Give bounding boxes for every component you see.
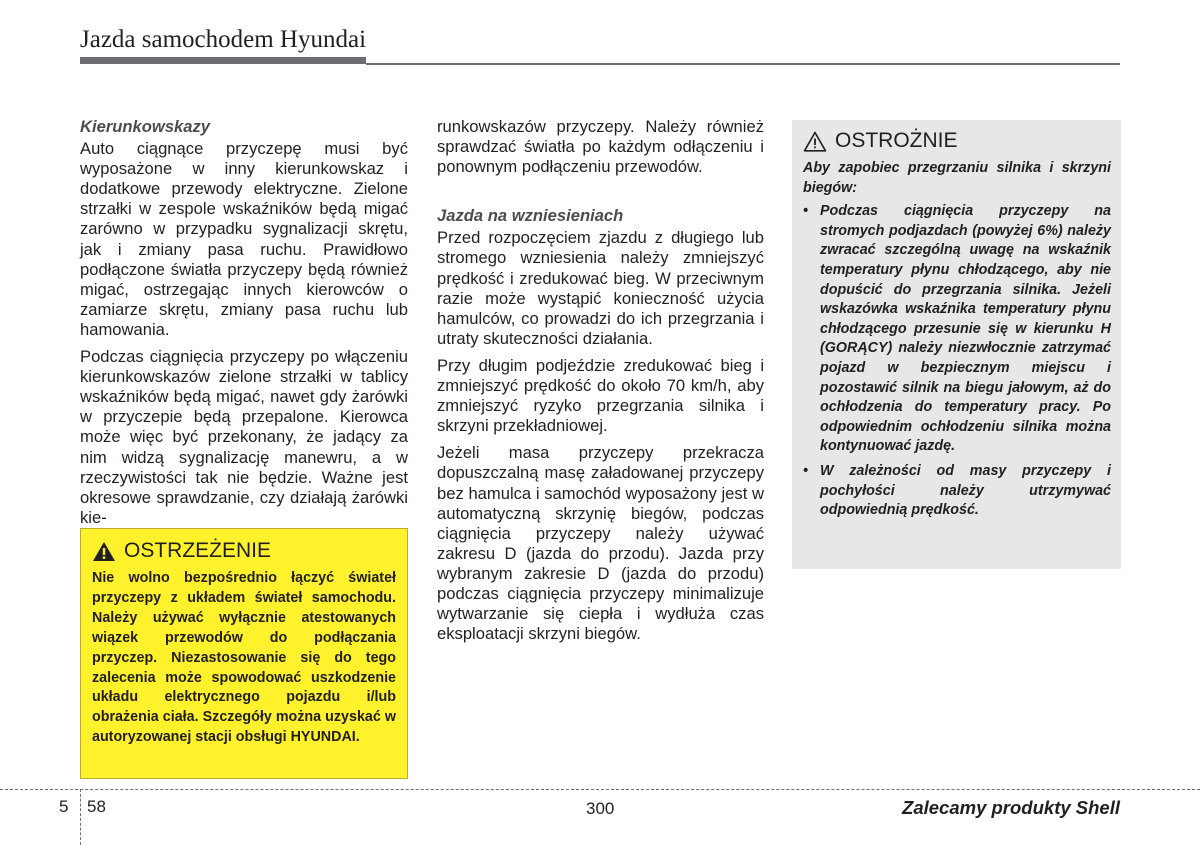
paragraph: Jeżeli masa przyczepy przekracza dopuszczalną masę załadowanej przyczepy bez hamulca i samochód wyposażony jest w automatyczną skrzynię biegów, podczas ciągnięcia przyczepy należy używać zakresu D (jazda do przodu). Jazda przy wybranym zakresie D (jazda do przodu) podczas ciągnięcia przyczepy minimalizuje wytwarzanie się ciepła i wydłuża czas eksploatacji skrzyni biegów. [437,443,764,644]
warning-text: Nie wolno bezpośrednio łączyć świateł przyczepy z układem świateł samochodu. Należy używać wyłącznie atestowanych wiązek przewodów do podłączania przyczep. Niezastosowanie się do tego zalecenia może spowodować uszkodzenie układu elektrycznego pojazdu i/lub obrażenia ciała. Szczegóły można uzyskać w autoryzowanej stacji obsługi HYUNDAI. [92,570,396,746]
caution-intro: Aby zapobiec przegrzaniu silnika i skrzyni biegów: [803,160,1111,196]
page-number: 58 [87,797,106,816]
paragraph: Podczas ciągnięcia przyczepy po włączeniu kierunkowskazów zielone strzałki w tablicy wskaźników będą migać, nawet gdy żarówki w przyczepie będą przepalone. Kierowca może więc być przekonany, że jadący za nim widzą sygnalizację manewru, a w rzeczywistości tak nie będzie. Ważne jest okresowe sprawdzanie, czy działają żarówki kie- [80,347,408,527]
text-column-left [80,117,408,535]
caution-title-row [803,129,1111,153]
warning-box [80,528,408,779]
list-item-text: Podczas ciągnięcia przyczepy na stromych podjazdach (powyżej 6%) należy zwracać szczególną uwagę na wskaźnik temperatury płynu chłodzącego, aby nie dopuścić do przegrzania silnika. Jeżeli wskazówka wskaźnika temperatury płynu chłodzącego przesunie się w kierunku H (GORĄCY) należy niezwłocznie zatrzymać pojazd w bezpiecznym miejscu i pozostawić silnik na biegu jałowym, aż do ochłodzenia do temperatury pracy. Po odpowiednim ochłodzeniu silnika można kontynuować jazdę. [820,203,1111,455]
section-heading-hills: Jazda na wzniesieniach [437,206,624,226]
footer-divider [80,789,81,845]
text-column-middle [437,117,764,651]
footer-rule [0,789,1200,790]
header-title: Jazda samochodem Hyundai [80,26,367,53]
paragraph: Przy długim podjeździe zredukować bieg i zmniejszyć prędkość do około 70 km/h, aby zmniejszyć ryzyko przegrzania silnika i skrzyni przekładniowej. [437,355,764,436]
bullet: • [803,203,809,220]
bullet: • [803,462,809,479]
footer-slogan: Zalecamy produkty Shell [902,797,1120,818]
section-number: 5 [59,797,69,816]
section-heading-turn-signals: Kierunkowskazy [80,117,211,136]
warning-title: OSTRZEŻENIE [124,539,272,562]
warning-title-row [92,539,396,563]
paragraph: Auto ciągnące przyczepę musi być wyposażone w inny kierunkowskaz i dodatkowe przewody elektryczne. Zielone strzałki w zespole wskaźników będą migać zarówno w przypadku sygnalizacji skrętu, jak i zmiany pasa ruchu. Prawidłowo podłączone światła przyczepy będą również migać, ostrzegając innych kierowców o zamiarze skrętu, zmiany pasa ruchu lub hamowania. [80,139,408,339]
list-item [803,202,1111,457]
list-item-text: W zależności od masy przyczepy i pochyłości należy utrzymywać odpowiednią prędkość. [820,462,1111,519]
paragraph: runkowskazów przyczepy. Należy również sprawdzać światła po każdym odłączeniu i ponownym podłączeniu przewodów. [437,117,764,177]
header-bar [80,57,366,64]
caution-box [792,120,1121,569]
header-rule [366,63,1120,65]
caution-list [803,202,1111,521]
warning-triangle-icon [92,541,116,562]
list-item [803,462,1111,521]
paragraph: Przed rozpoczęciem zjazdu z długiego lub stromego wzniesienia należy zmniejszyć prędkość i zredukować bieg. W przeciwnym razie może wystąpić konieczność użycia hamulców, co prowadzi do ich przegrzania i utraty skuteczności działania. [437,228,764,348]
document-page-number: 300 [586,799,615,818]
caution-title: OSTROŻNIE [835,129,958,152]
caution-triangle-icon [803,131,827,152]
